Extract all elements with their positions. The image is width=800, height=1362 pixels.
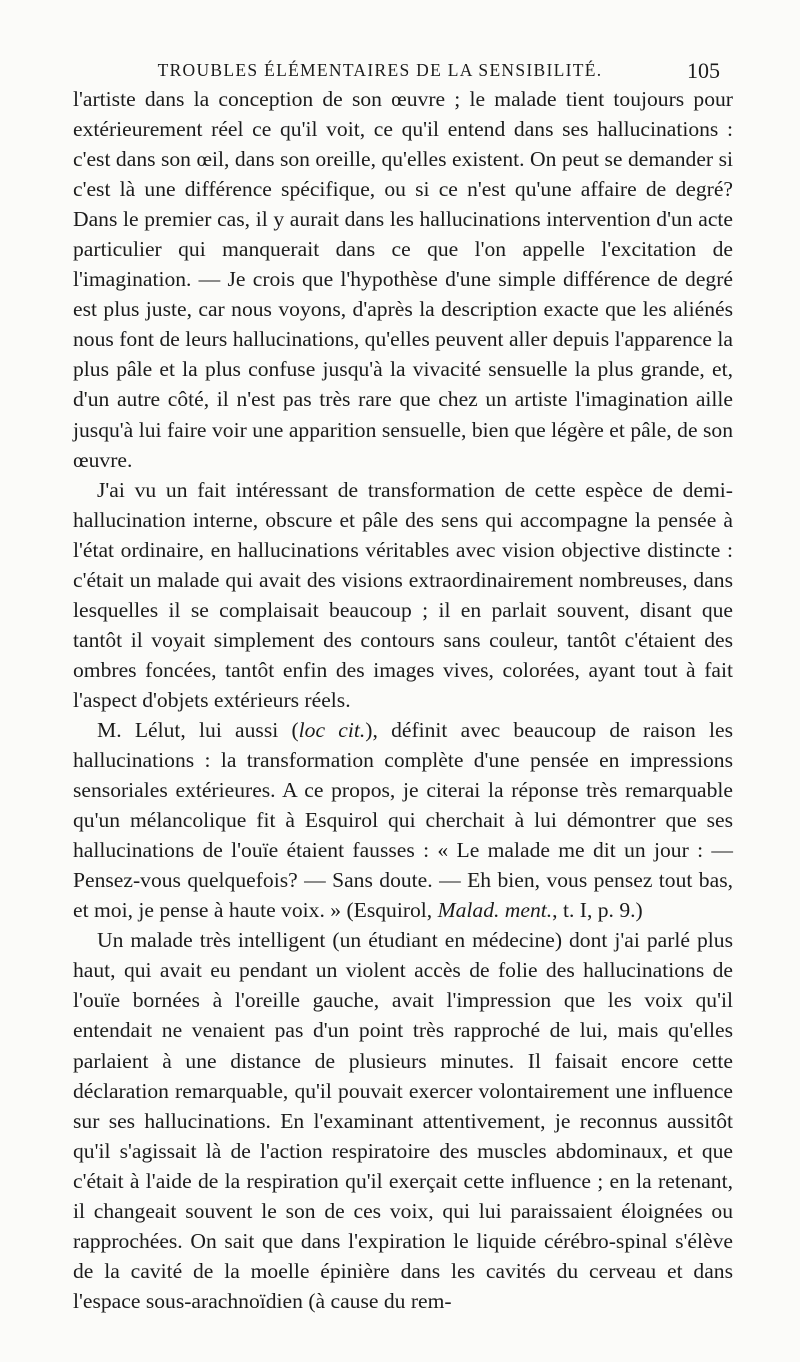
paragraph-4: Un malade très intelligent (un étudiant en médecine) dont j'ai parlé plus haut, qui avait eu pendant un violent accès de folie des hallucinations de l'ouïe bornées à l'oreille gauche, avait l'impression que les voix qu'il entendait ne venaient pas d'un point très rapproché de lui, mais qu'elles parlaient à une distance de plusieurs minutes. Il faisait encore cette déclaration remarquable, qu'il pouvait exercer volontairement une influence sur ses hallucinations. En l'examinant attentivement, je reconnus aussitôt qu'il s'agissait là de l'action respiratoire des muscles abdominaux, et que c'était à l'aide de la respiration qu'il exerçait cette influence ; en la retenant, il changeait souvent le son de ces voix, qui lui paraissaient éloignées ou rapprochées. On sait que dans l'expiration le liquide cérébro-spinal s'élève de la cavité de la moelle épinière dans les cavités du cerveau et dans l'espace sous-arachnoïdien (à cause du rem-	[73, 928, 733, 1313]
paragraph-1: l'artiste dans la conception de son œuvre ; le malade tient toujours pour extérieurement réel ce qu'il voit, ce qu'il entend dans ses hallucinations : c'est dans son œil, dans son oreille, qu'elles existent. On peut se demander si c'est là une différence spécifique, ou si ce n'est qu'une affaire de degré? Dans le premier cas, il y aurait dans les hallucinations intervention d'un acte particulier qui manquerait dans ce que l'on appelle l'excitation de l'imagination. — Je crois que l'hypothèse d'une simple différence de degré est plus juste, car nous voyons, d'après la description exacte que les aliénés nous font de leurs hallucinations, qu'elles peuvent aller depuis l'apparence la plus pâle et la plus confuse jusqu'à la vivacité sensuelle la plus grande, et, d'un autre côté, il n'est pas très rare que chez un artiste l'imagination aille jusqu'à lui faire voir une apparition sensuelle, bien que légère et pâle, de son œuvre.	[73, 87, 733, 472]
running-title: TROUBLES ÉLÉMENTAIRES DE LA SENSIBILITÉ.	[157, 60, 603, 80]
running-head	[110, 58, 720, 84]
body-text	[73, 84, 733, 1316]
paragraph-2: J'ai vu un fait intéressant de transformation de cette espèce de demi-hallucination interne, obscure et pâle des sens qui accompagne la pensée à l'état ordinaire, en hallucinations véritables avec vision objective distincte : c'était un malade qui avait des visions extraordinairement nombreuses, dans lesquelles il se complaisait beaucoup ; il en parlait souvent, disant que tantôt il voyait simplement des contours sans couleur, tantôt c'étaient des ombres foncées, tantôt enfin des images vives, colorées, ayant tout à fait l'aspect d'objets extérieurs réels.	[73, 477, 733, 712]
paragraph-3-text-after: , t. I, p. 9.)	[552, 898, 643, 923]
citation-malad-ment: Malad. ment.	[437, 898, 553, 923]
paragraph-3	[73, 715, 733, 925]
page-number: 105	[687, 58, 720, 83]
paragraph-3-text-middle: ), définit avec beaucoup de raison les hallucinations : la transformation complète d'une pensée en impressions sensoriales extérieures. A ce propos, je citerai la réponse très remarquable qu'un mélancolique fit à Esquirol qui cherchait à lui démontrer que ses hallucinations de l'ouïe étaient fausses : « Le malade me dit un jour : — Pensez-vous quelquefois? — Sans doute. — Eh bien, vous pensez tout bas, et moi, je pense à haute voix. » (Esquirol,	[73, 717, 733, 923]
citation-loc-cit: loc cit.	[298, 717, 366, 742]
paragraph-3-text-before: M. Lélut, lui aussi (	[97, 717, 299, 742]
